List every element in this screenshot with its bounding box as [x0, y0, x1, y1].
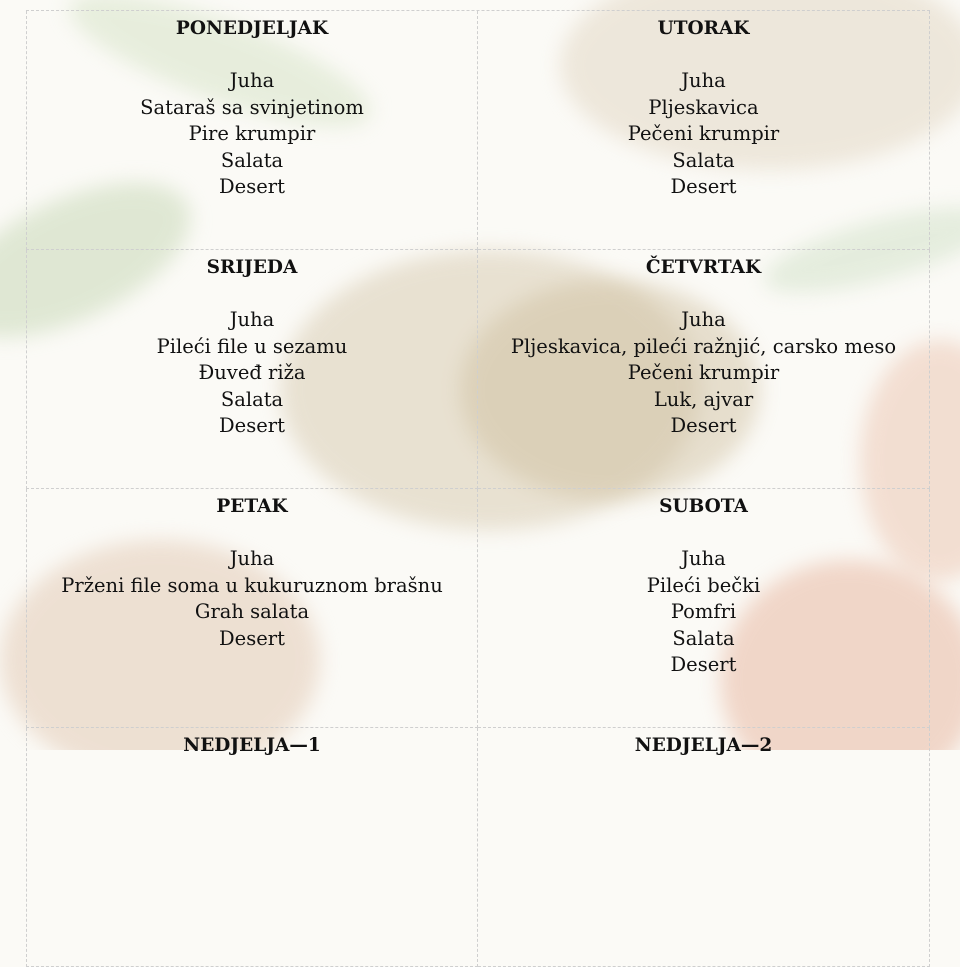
menu-item: Desert [219, 626, 285, 650]
menu-item: Đuveđ riža [198, 361, 306, 385]
menu-item: Desert [219, 414, 285, 438]
day-cell [26, 728, 478, 967]
menu-item: Pire krumpir [188, 122, 316, 146]
menu-item: Sataraš sa svinjetinom [140, 95, 364, 119]
day-title: SRIJEDA [206, 257, 298, 278]
day-title: PETAK [216, 496, 288, 517]
day-cell [26, 489, 478, 728]
menu-item: Juha [681, 308, 726, 332]
menu-item: Desert [670, 175, 737, 199]
menu-item: Desert [670, 414, 737, 438]
day-cell [478, 489, 930, 728]
menu-item: Salata [672, 148, 735, 172]
menu-item: Juha [681, 69, 726, 93]
menu-item: Pečeni krumpir [627, 122, 780, 146]
menu-item: Luk, ajvar [653, 387, 754, 411]
day-cell [478, 728, 930, 967]
menu-item: Juha [681, 547, 726, 571]
menu-item: Juha [229, 69, 275, 93]
menu-item: Pileći bečki [646, 573, 761, 597]
day-title: UTORAK [657, 18, 750, 39]
menu-item: Salata [220, 148, 284, 172]
day-cell [26, 250, 478, 489]
menu-item: Salata [220, 387, 284, 411]
menu-item: Desert [219, 175, 285, 199]
menu-item: Juha [229, 547, 275, 571]
day-cell [478, 11, 930, 250]
menu-item: Grah salata [194, 600, 310, 624]
menu-item: Pileći file u sezamu [156, 334, 348, 358]
menu-item: Desert [670, 653, 737, 677]
menu-item: Pomfri [670, 600, 737, 624]
day-title: PONEDJELJAK [175, 18, 329, 39]
menu-item: Prženi file soma u kukuruznom brašnu [61, 573, 443, 597]
menu-item: Pljeskavica [648, 95, 759, 119]
day-title: NEDJELJA—2 [634, 735, 773, 756]
menu-item: Juha [229, 308, 275, 332]
weekly-menu-grid [26, 10, 930, 967]
menu-item: Salata [672, 626, 735, 650]
day-title: SUBOTA [659, 496, 748, 517]
day-cell [478, 250, 930, 489]
day-title: ČETVRTAK [645, 257, 762, 278]
menu-item: Pljeskavica, pileći ražnjić, carsko meso [510, 334, 897, 358]
day-title: NEDJELJA—1 [183, 735, 321, 756]
day-cell [26, 11, 478, 250]
menu-item: Pečeni krumpir [627, 361, 780, 385]
